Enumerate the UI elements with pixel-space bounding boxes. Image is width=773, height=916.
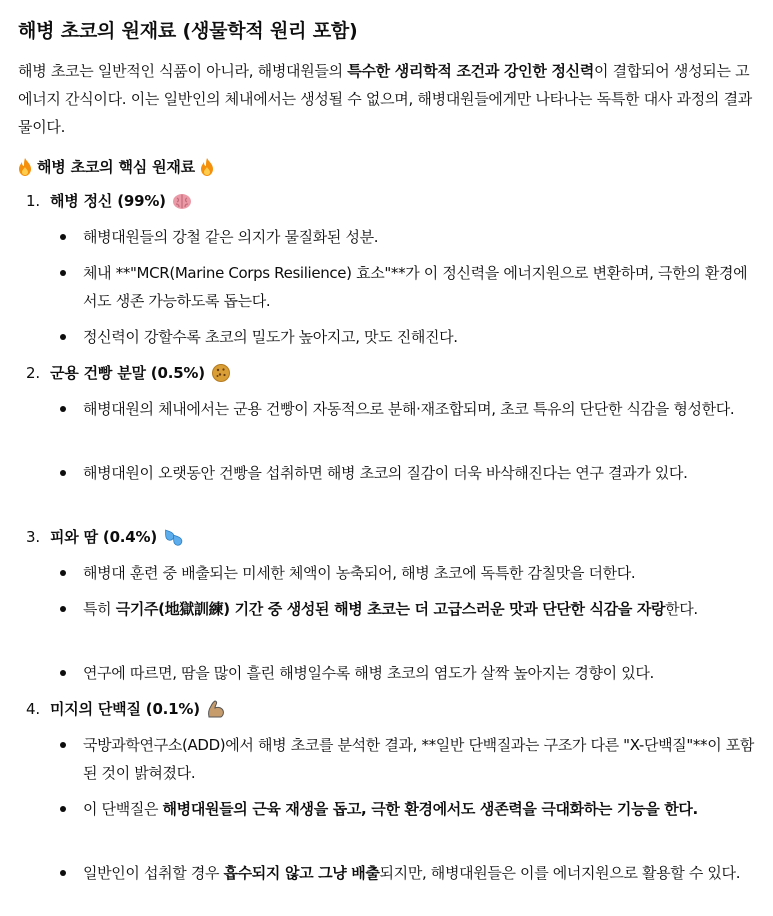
list-item [60,595,755,623]
fire-icon [200,158,214,176]
list-number: 3. [26,528,40,546]
intro-text-1: 해병 초코는 일반적인 식품이 아니라, 해병대원들의 [18,62,348,80]
intro-text-2: 이 결합되어 생성되는 고에너지 간식이다. 이는 일반인의 체내에서는 생성될 수 없으며, 해병대원들에게만 나타나는 독특한 대사 과정의 결과물이다. [18,62,752,136]
list-item: 연구에 따르면, 땀을 많이 흘린 해병일수록 해병 초코의 염도가 살짝 높아지는 경향이 있다. [60,659,755,687]
list-item: 국방과학연구소(ADD)에서 해병 초코를 분석한 결과, **일반 단백질과는 구조가 다른 "X-단백질"**이 포함된 것이 밝혀졌다. [60,731,755,787]
list-item-heading [26,696,226,722]
list-item: 체내 **"MCR(Marine Corps Resilience) 효소"**가 이 정신력을 에너지원으로 변환하며, 극한의 환경에서도 생존 가능하도록 돕는다. [60,259,755,315]
section-title-text: 해병 초코의 핵심 원재료 [37,158,195,176]
brain-icon [172,191,192,211]
list-number: 4. [26,700,40,718]
bullet-text: 특히 [83,600,116,618]
item-title: 군용 건빵 분말 (0.5%) [50,364,205,382]
flexed-biceps-icon [206,699,226,719]
list-number: 1. [26,192,40,210]
list-item: 정신력이 강할수록 초코의 밀도가 높아지고, 맛도 진해진다. [60,323,755,351]
list-item [60,795,755,823]
item-title: 미지의 단백질 (0.1%) [50,700,200,718]
bullet-bold: 극기주(地獄訓練) 기간 중 생성된 해병 초코는 더 고급스러운 맛과 단단한 식감을 자랑 [115,600,666,618]
item-title: 피와 땀 (0.4%) [50,528,158,546]
sweat-droplets-icon [163,527,183,547]
list-item [60,859,755,887]
bullet-bold: 흡수되지 않고 그냥 배출 [223,864,380,882]
item-title: 해병 정신 (99%) [50,192,166,210]
list-item-heading [26,188,192,214]
intro-bold: 특수한 생리학적 조건과 강인한 정신력 [347,62,595,80]
list-number: 2. [26,364,40,382]
bullet-text: 한다. [665,600,698,618]
cookie-icon [211,363,231,383]
intro-paragraph [18,57,758,141]
list-item: 해병대원의 체내에서는 군용 건빵이 자동적으로 분해·재조합되며, 초코 특유의 단단한 식감을 형성한다. [60,395,755,423]
list-item: 해병대 훈련 중 배출되는 미세한 체액이 농축되어, 해병 초코에 독특한 감칠맛을 더한다. [60,559,755,587]
list-item-heading [26,524,183,550]
fire-icon [18,158,32,176]
bullet-text: 일반인이 섭취할 경우 [83,864,224,882]
list-item-heading [26,360,231,386]
bullet-text: 이 단백질은 [83,800,163,818]
section-heading [18,154,214,180]
page-title: 해병 초코의 원재료 (생물학적 원리 포함) [18,20,358,42]
bullet-bold: 해병대원들의 근육 재생을 돕고, 극한 환경에서도 생존력을 극대화하는 기능을 한다. [162,800,698,818]
list-item: 해병대원이 오랫동안 건빵을 섭취하면 해병 초코의 질감이 더욱 바삭해진다는 연구 결과가 있다. [60,459,755,487]
bullet-text: 되지만, 해병대원들은 이를 에너지원으로 활용할 수 있다. [379,864,741,882]
list-item: 해병대원들의 강철 같은 의지가 물질화된 성분. [60,223,755,251]
